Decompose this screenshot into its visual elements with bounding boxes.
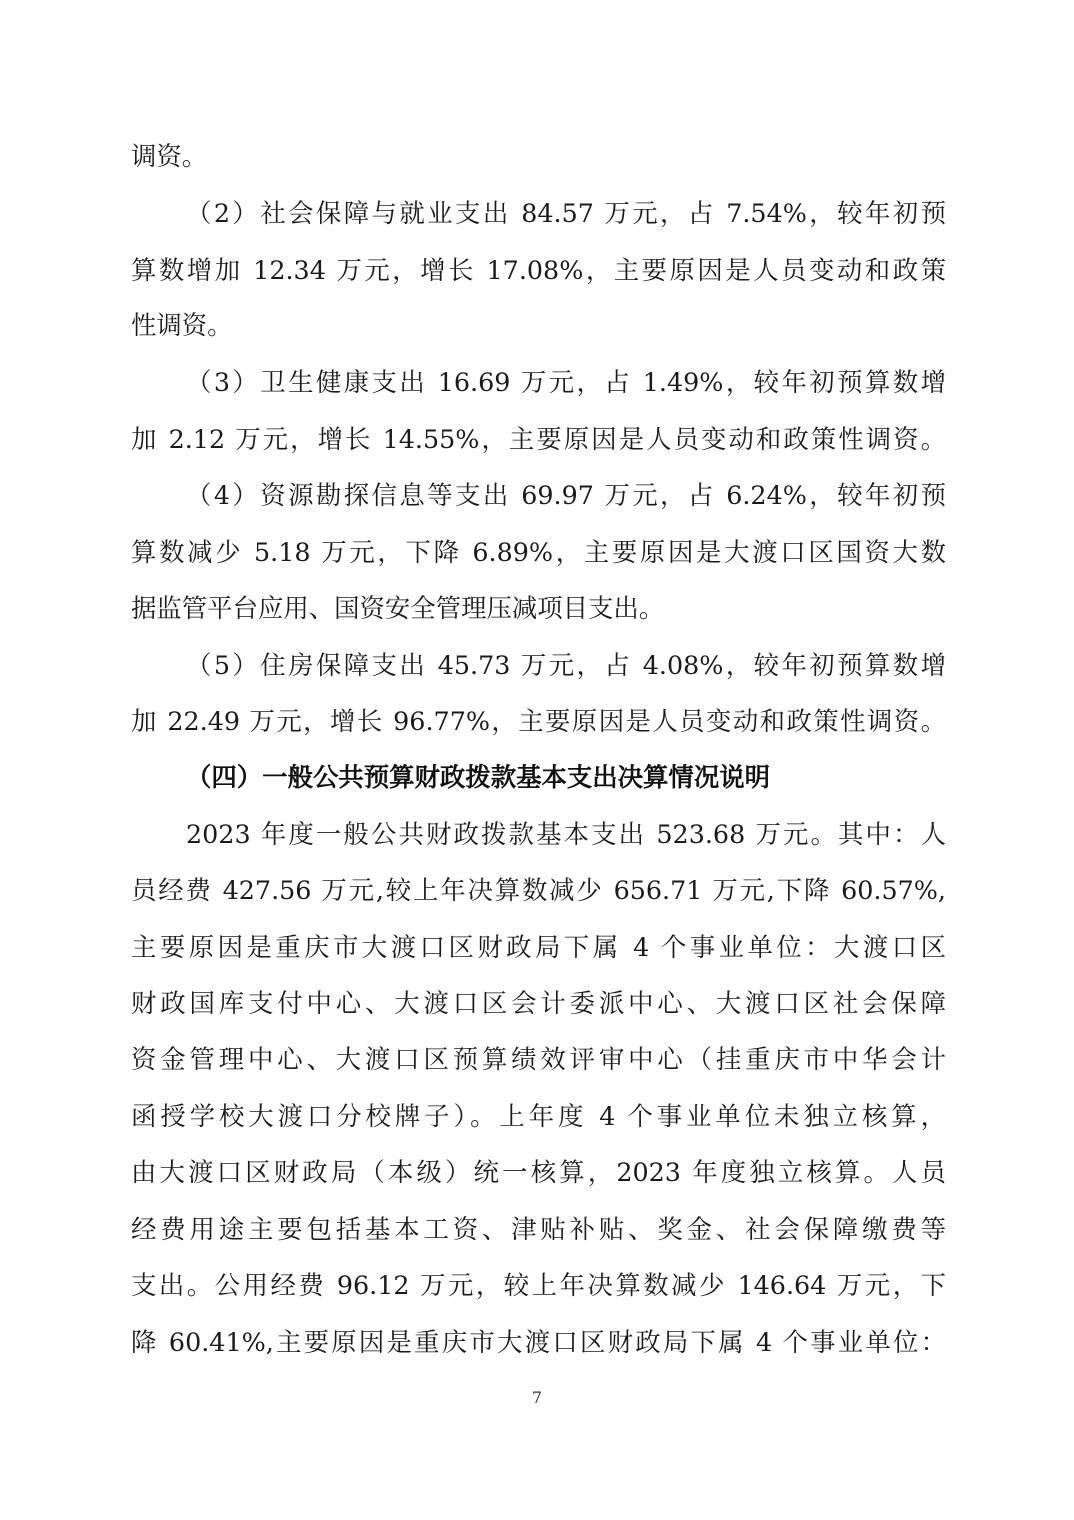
text-line-10: （5）住房保障支出 45.73 万元，占 4.08%，较年初预算数增 xyxy=(186,650,946,680)
text-line-15: 主要原因是重庆市大渡口区财政局下属 4 个事业单位：大渡口区 xyxy=(131,932,946,962)
text-line-3: 算数增加 12.34 万元，增长 17.08%，主要原因是人员变动和政策 xyxy=(131,255,946,285)
text-line-1: 调资。 xyxy=(131,141,208,171)
text-line-4: 性调资。 xyxy=(131,310,233,340)
text-line-16: 财政国库支付中心、大渡口区会计委派中心、大渡口区社会保障 xyxy=(131,988,946,1018)
text-line-19: 由大渡口区财政局（本级）统一核算，2023 年度独立核算。人员 xyxy=(131,1157,946,1187)
text-line-7: （4）资源勘探信息等支出 69.97 万元，占 6.24%，较年初预 xyxy=(186,480,946,510)
text-line-22: 降 60.41%,主要原因是重庆市大渡口区财政局下属 4 个事业单位： xyxy=(131,1327,946,1357)
text-line-18: 函授学校大渡口分校牌子）。上年度 4 个事业单位未独立核算， xyxy=(131,1101,946,1131)
text-line-6: 加 2.12 万元，增长 14.55%，主要原因是人员变动和政策性调资。 xyxy=(131,424,946,454)
text-line-2: （2）社会保障与就业支出 84.57 万元，占 7.54%，较年初预 xyxy=(186,198,946,228)
text-line-8: 算数减少 5.18 万元，下降 6.89%，主要原因是大渡口区国资大数 xyxy=(131,537,946,567)
text-line-11: 加 22.49 万元，增长 96.77%，主要原因是人员变动和政策性调资。 xyxy=(131,706,946,736)
text-line-9: 据监管平台应用、国资安全管理压减项目支出。 xyxy=(131,593,665,623)
text-line-20: 经费用途主要包括基本工资、津贴补贴、奖金、社会保障缴费等 xyxy=(131,1214,946,1244)
page-number: 7 xyxy=(531,1388,543,1407)
text-line-5: （3）卫生健康支出 16.69 万元，占 1.49%，较年初预算数增 xyxy=(186,367,946,397)
text-line-21: 支出。公用经费 96.12 万元，较上年决算数减少 146.64 万元，下 xyxy=(131,1270,946,1300)
text-line-13: 2023 年度一般公共财政拨款基本支出 523.68 万元。其中：人 xyxy=(186,819,946,849)
text-line-14: 员经费 427.56 万元,较上年决算数减少 656.71 万元,下降 60.57%, xyxy=(131,875,946,905)
section-heading: （四）一般公共预算财政拨款基本支出决算情况说明 xyxy=(186,762,770,792)
text-line-17: 资金管理中心、大渡口区预算绩效评审中心（挂重庆市中华会计 xyxy=(131,1044,946,1074)
